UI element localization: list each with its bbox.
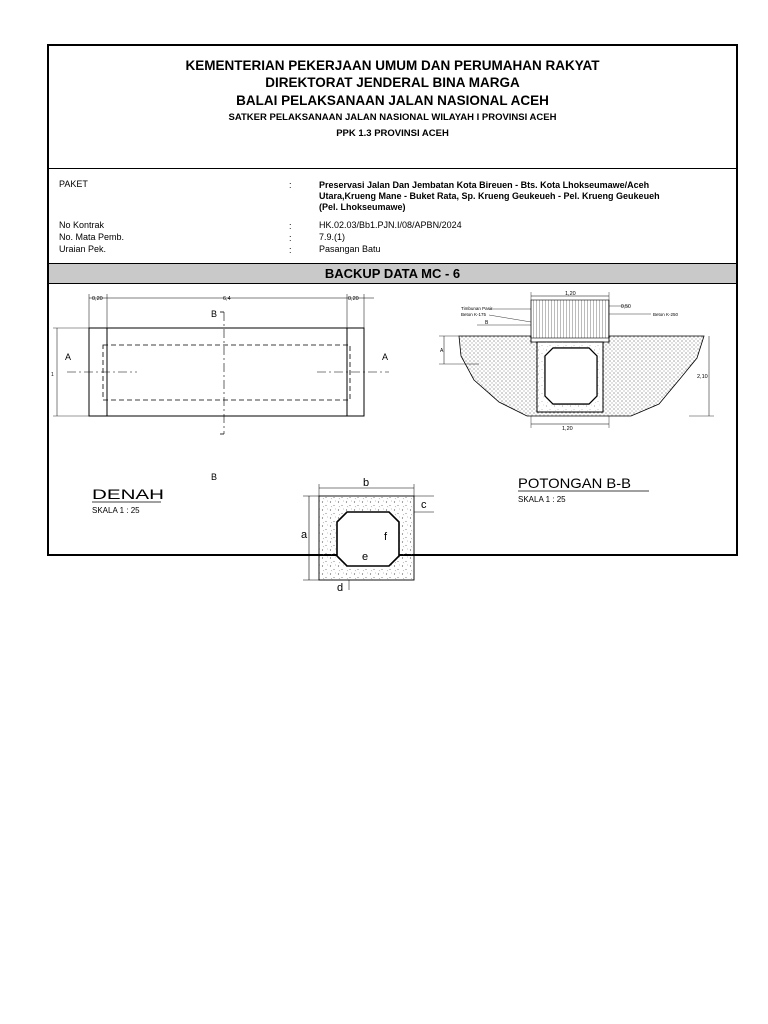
denah-dim-left: 0,20 bbox=[92, 296, 103, 302]
marker-b-top: B bbox=[211, 309, 218, 319]
ppk-title: PPK 1.3 PROVINSI ACEH bbox=[336, 128, 449, 139]
marker-b-bottom: B bbox=[211, 472, 218, 482]
pot-note-2: Beton K-175 bbox=[461, 312, 487, 317]
balai-title: BALAI PELAKSANAAN JALAN NASIONAL ACEH bbox=[236, 93, 549, 108]
uraian-value: Pasangan Batu bbox=[319, 244, 381, 254]
mata-value: 7.9.(1) bbox=[319, 232, 346, 242]
uraian-label: Uraian Pek. bbox=[59, 244, 107, 254]
pot-dim-side: 0,50 bbox=[621, 304, 631, 310]
dim-d-label: d bbox=[337, 582, 344, 594]
svg-text:B: B bbox=[485, 320, 489, 326]
mata-colon: : bbox=[289, 233, 292, 243]
section-title-bar: BACKUP DATA MC - 6 bbox=[49, 264, 736, 284]
pot-note-3: Beton K-250 bbox=[653, 312, 679, 317]
potongan-cross-section bbox=[439, 291, 714, 504]
uraian-colon: : bbox=[289, 245, 292, 255]
dim-c-label: c bbox=[421, 499, 427, 511]
detail-section bbox=[301, 477, 434, 594]
dim-b-label: b bbox=[363, 477, 370, 489]
paket-label: PAKET bbox=[59, 179, 88, 189]
pot-dim-bottom: 1,20 bbox=[562, 426, 573, 432]
pot-dim-top: 1,20 bbox=[565, 291, 576, 297]
pot-note-1: Timbunan Pasir bbox=[461, 306, 493, 311]
document-sheet bbox=[47, 44, 738, 594]
directorate-title: DIREKTORAT JENDERAL BINA MARGA bbox=[265, 75, 520, 90]
dim-e-label: e bbox=[362, 551, 369, 563]
potongan-title: POTONGAN B-B bbox=[518, 475, 631, 491]
kontrak-colon: : bbox=[289, 221, 292, 231]
pot-dim-height: 2,10 bbox=[697, 374, 708, 380]
marker-a-right: A bbox=[382, 352, 389, 362]
project-info bbox=[49, 169, 736, 264]
marker-a-left: A bbox=[65, 352, 72, 362]
paket-value-line1: Preservasi Jalan Dan Jembatan Kota Bireuen - Bts. Kota Lhokseumawe/Aceh bbox=[319, 180, 650, 190]
kontrak-value: HK.02.03/Bb1.PJN.I/08/APBN/2024 bbox=[319, 220, 462, 230]
technical-drawing bbox=[49, 284, 736, 594]
document-header bbox=[49, 46, 736, 169]
paket-colon: : bbox=[289, 180, 292, 190]
denah-plan-view bbox=[51, 294, 389, 515]
denah-title: DENAH bbox=[92, 486, 164, 502]
satker-title: SATKER PELAKSANAAN JALAN NASIONAL WILAYAH I PROVINSI ACEH bbox=[228, 112, 557, 123]
potongan-scale: SKALA 1 : 25 bbox=[518, 495, 566, 504]
kontrak-label: No Kontrak bbox=[59, 220, 105, 230]
ministry-title: KEMENTERIAN PEKERJAAN UMUM DAN PERUMAHAN RAKYAT bbox=[185, 58, 600, 73]
denah-scale: SKALA 1 : 25 bbox=[92, 506, 140, 515]
dim-f-label: f bbox=[384, 531, 388, 543]
denah-dim-right: 0,20 bbox=[348, 296, 359, 302]
paket-value-line3: (Pel. Lhokseumawe) bbox=[319, 202, 406, 212]
denah-dim-mid: 6,4 bbox=[223, 296, 231, 302]
paket-value-line2: Utara,Krueng Mane - Buket Rata, Sp. Krueng Geukeueh - Pel. Krueng Geukeueh bbox=[319, 191, 660, 201]
dim-a-label: a bbox=[301, 529, 308, 541]
svg-text:1: 1 bbox=[51, 372, 54, 378]
svg-text:A: A bbox=[440, 348, 444, 354]
mata-label: No. Mata Pemb. bbox=[59, 232, 125, 242]
